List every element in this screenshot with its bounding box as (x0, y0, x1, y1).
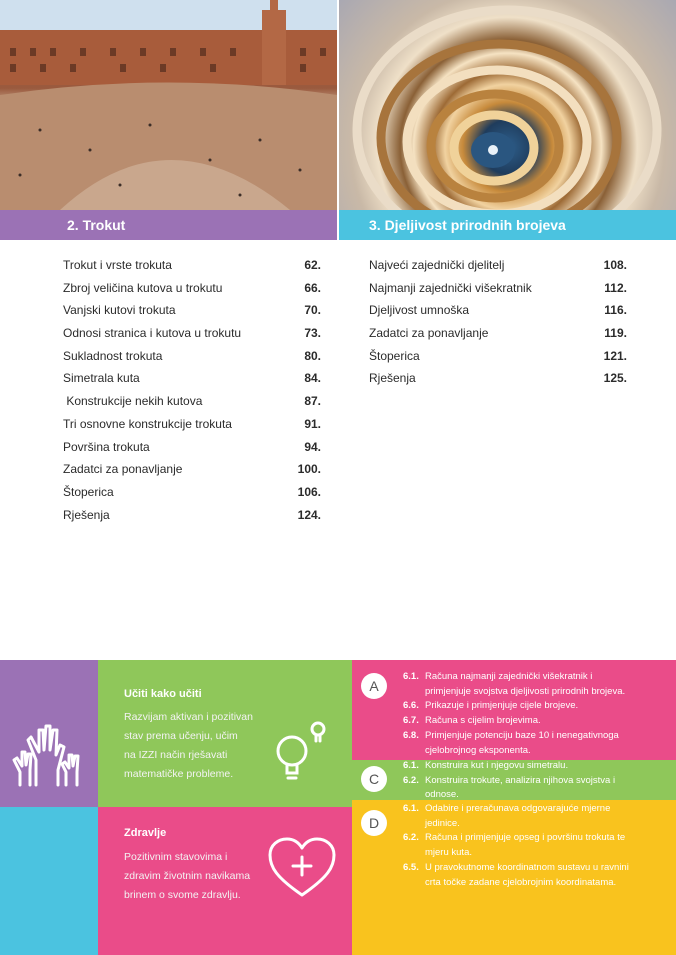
outcome-item (403, 729, 673, 758)
toc-item-label: Rješenja (369, 371, 416, 386)
toc-item-page: 112. (604, 280, 627, 295)
toc-item-page: 121. (603, 348, 627, 363)
outcome-line: Prikazuje i primjenjuje cijele brojeve. (425, 700, 579, 712)
outcome-line: Računa s cijelim brojevima. (425, 715, 541, 727)
outcome-line: cjelobrojnog eksponenta. (425, 744, 531, 756)
toc-item-page: 94. (304, 439, 321, 454)
ucim-line: Razvijam aktivan i pozitivan (124, 711, 253, 723)
outcome-item (403, 759, 673, 774)
toc-item-page: 124. (297, 507, 321, 522)
outcome-code: 6.2. (403, 832, 419, 844)
outcome-code: 6.8. (403, 729, 419, 741)
toc-item-page: 125. (603, 371, 627, 386)
toc-item-label: Zadatci za ponavljanje (63, 462, 183, 477)
toc-item[interactable] (369, 345, 627, 368)
zdravlje-block (98, 807, 352, 955)
toc-item[interactable] (369, 367, 627, 390)
toc-item[interactable] (63, 458, 321, 481)
toc-list-trokut (63, 254, 321, 526)
spiral-staircase-photo (339, 0, 676, 210)
toc-item[interactable] (63, 436, 321, 459)
section-title-djeljivost: 3. Djeljivost prirodnih brojeva (339, 210, 676, 240)
toc-item-label: Najmanji zajednički višekratnik (369, 280, 532, 295)
toc-item-page: 70. (304, 303, 321, 318)
toc-item-label: Sukladnost trokuta (63, 348, 163, 363)
outcome-code: 6.1. (403, 803, 419, 814)
outcomes-list-a (403, 670, 673, 758)
toc-item-page: 119. (604, 326, 627, 341)
toc-item[interactable] (63, 345, 321, 368)
toc-item[interactable] (63, 390, 321, 413)
toc-item-label: Odnosi stranica i kutova u trokutu (63, 326, 242, 341)
toc-item-page: 91. (304, 416, 321, 431)
toc-item-label: Konstrukcije nekih kutova (63, 394, 203, 409)
outcome-line: primjenjuje svojstva djeljivosti prirodnih brojeva. (425, 685, 626, 697)
toc-list-djeljivost (369, 254, 627, 390)
outcome-item (403, 831, 673, 860)
toc-item[interactable] (63, 322, 321, 345)
toc-item-page: 100. (297, 462, 321, 477)
outcome-item (403, 714, 673, 729)
toc-item-label: Najveći zajednički djelitelj (369, 258, 505, 272)
toc-item-label: Štoperica (369, 348, 420, 363)
toc-item[interactable] (369, 299, 627, 322)
ucim-line: stav prema učenju, učim (124, 730, 238, 742)
outcome-item (403, 699, 673, 714)
outcome-line: mjeru kuta. (425, 847, 472, 859)
ucim-line: na IZZI način rješavati (124, 749, 228, 761)
outcome-line: crta točke zadane cjelobrojnim koordinatama. (425, 876, 617, 888)
raised-hands-icon (0, 660, 98, 807)
outcome-line: Konstruira kut i njegovu simetralu. (425, 760, 569, 771)
toc-item-page: 116. (604, 303, 627, 318)
toc-item-page: 87. (304, 394, 321, 409)
toc-item[interactable] (63, 504, 321, 527)
zdravlje-line: zdravim životnim navikama (124, 870, 251, 882)
toc-item-label: Rješenja (63, 507, 110, 522)
toc-item-label: Tri osnovne konstrukcije trokuta (63, 416, 232, 431)
toc-item-page: 84. (304, 371, 321, 386)
toc-item-label: Zbroj veličina kutova u trokutu (63, 280, 223, 295)
outcomes-list-d (403, 802, 673, 890)
toc-item[interactable] (63, 367, 321, 390)
toc-item-page: 106. (297, 484, 321, 499)
toc-item-page: 108. (603, 258, 627, 272)
blue-block (0, 807, 98, 955)
outcome-item (403, 861, 673, 890)
toc-item-page: 62. (304, 258, 321, 272)
outcome-code: 6.1. (403, 760, 419, 771)
toc-item-label: Simetrala kuta (63, 371, 140, 386)
outcome-item (403, 802, 673, 831)
outcome-line: Primjenjuje potenciju baze 10 i nenegativnoga (425, 729, 619, 741)
zdravlje-line: Pozitivnim stavovima i (124, 851, 228, 863)
staircase-illustration (339, 0, 676, 210)
toc-item-page: 66. (304, 280, 321, 295)
lightbulb-icon (268, 715, 338, 785)
toc-item-label: Djeljivost umnoška (369, 303, 470, 318)
domain-letter-d: D (361, 810, 387, 836)
toc-item-page: 73. (304, 326, 321, 341)
outcome-line: Konstruira trokute, analizira njihova svojstva i (425, 774, 616, 786)
outcome-line: U pravokutnome koordinatnom sustavu u ravnini (425, 861, 629, 873)
toc-item[interactable] (369, 322, 627, 345)
ucim-text (124, 708, 253, 784)
outcome-code: 6.5. (403, 861, 419, 873)
section-title-trokut: 2. Trokut (0, 210, 337, 240)
outcome-code: 6.2. (403, 774, 419, 786)
outcome-line: odnose. (425, 789, 459, 801)
domain-letter-a: A (361, 673, 387, 699)
outcomes-list-c (403, 759, 673, 803)
outcome-code: 6.7. (403, 715, 419, 727)
toc-item[interactable] (369, 277, 627, 300)
outcome-line: Računa i primjenjuje opseg i površinu trokuta te (425, 832, 626, 844)
toc-item-label: Zadatci za ponavljanje (369, 326, 489, 341)
outcome-line: Odabire i preračunava odgovarajuće mjerne (425, 803, 611, 814)
domain-letter-c: C (361, 766, 387, 792)
outcome-code: 6.1. (403, 671, 419, 682)
toc-item-label: Trokut i vrste trokuta (63, 258, 172, 272)
toc-item-label: Površina trokuta (63, 439, 150, 454)
ucim-block (98, 660, 352, 807)
toc-item-page: 80. (304, 348, 321, 363)
outcome-line: jedinice. (425, 817, 460, 829)
toc-item[interactable] (63, 277, 321, 300)
zdravlje-line: brinem o svome zdravlju. (124, 889, 241, 901)
zdravlje-title: Zdravlje (124, 827, 167, 839)
toc-item-label: Štoperica (63, 484, 114, 499)
toc-item[interactable] (369, 254, 627, 277)
zdravlje-text (124, 848, 250, 905)
outcome-item (403, 670, 673, 699)
toc-item[interactable] (63, 254, 321, 277)
ucim-title: Učiti kako učiti (124, 688, 202, 700)
outcome-line: Računa najmanji zajednički višekratnik i (425, 671, 593, 682)
piazza-photo (0, 0, 337, 210)
toc-item[interactable] (63, 299, 321, 322)
toc-item[interactable] (63, 481, 321, 504)
ucim-line: matematičke probleme. (124, 768, 234, 780)
toc-item-label: Vanjski kutovi trokuta (63, 303, 176, 318)
piazza-illustration (0, 0, 337, 210)
outcome-item (403, 774, 673, 803)
toc-item[interactable] (63, 413, 321, 436)
heart-plus-icon (266, 835, 338, 901)
hands-block (0, 660, 98, 807)
outcome-code: 6.6. (403, 700, 419, 712)
